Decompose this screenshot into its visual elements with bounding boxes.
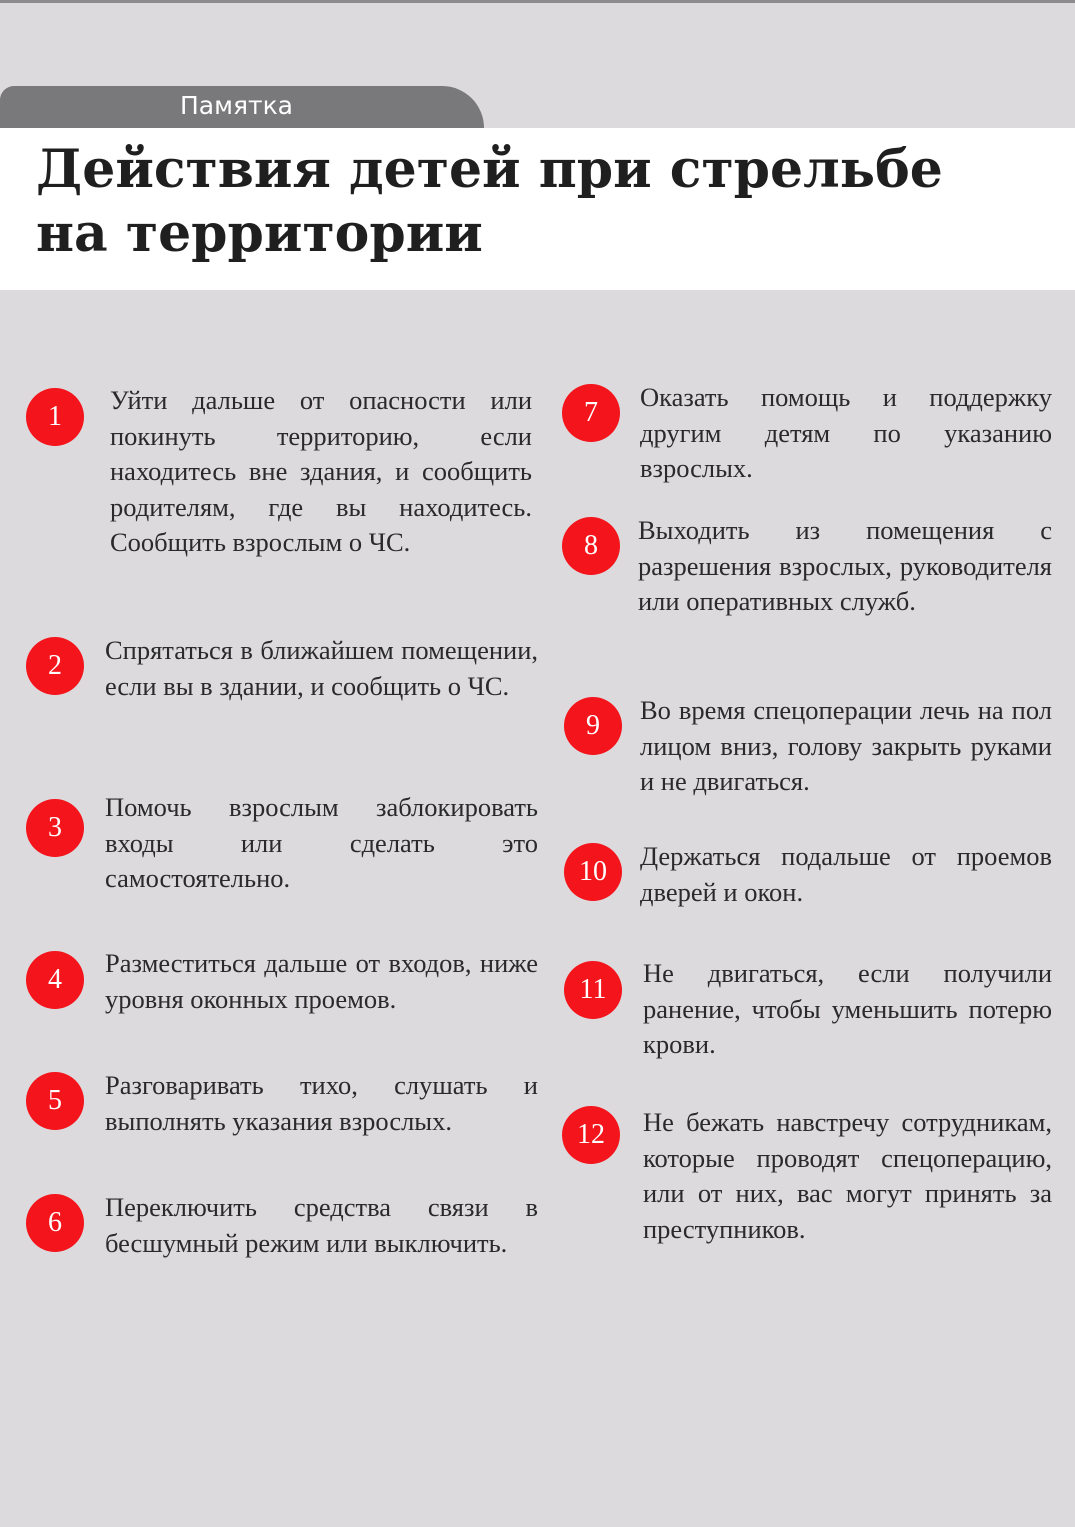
title-line-1: Действия детей при стрельбе [36, 139, 943, 200]
step-number-badge: 12 [562, 1106, 620, 1164]
step-text: Держаться подальше от проемов дверей и окон. [640, 841, 1052, 907]
step-text: Спрятаться в ближайшем помещении, если вы в здании, и сообщить о ЧС. [105, 635, 538, 701]
step-number-badge: 3 [26, 799, 84, 857]
step-number-badge: 7 [562, 384, 620, 442]
step-number-badge: 1 [26, 388, 84, 446]
step-text: Во время спецоперации лечь на пол лицом вниз, голову закрыть руками и не двигаться. [640, 695, 1052, 796]
step-number-badge: 2 [26, 637, 84, 695]
step-number-badge: 11 [564, 961, 622, 1019]
step-number-badge: 10 [564, 843, 622, 901]
top-divider [0, 0, 1075, 3]
step-number-badge: 9 [564, 697, 622, 755]
step-number-badge: 8 [562, 517, 620, 575]
step-text: Уйти дальше от опасности или покинуть территорию, если находитесь вне здания, и сообщить родителям, где вы находитесь. Сообщить взрослым о ЧС. [110, 385, 532, 557]
step-number-badge: 5 [26, 1072, 84, 1130]
step-text: Разместиться дальше от входов, ниже уровня оконных проемов. [105, 948, 538, 1014]
step-text: Помочь взрослым заблокировать входы или сделать это самостоятельно. [105, 792, 538, 893]
title-line-2: на территории [36, 203, 483, 264]
memo-tag: Памятка [0, 86, 484, 130]
step-text: Выходить из помещения с разрешения взрослых, руководителя или оперативных служб. [638, 515, 1052, 616]
step-text: Разговаривать тихо, слушать и выполнять указания взрослых. [105, 1070, 538, 1136]
step-text: Не двигаться, если получили ранение, чтобы уменьшить потерю крови. [643, 958, 1052, 1059]
step-number-badge: 4 [26, 951, 84, 1009]
step-text: Оказать помощь и поддержку другим детям по указанию взрослых. [640, 382, 1052, 483]
step-text: Не бежать навстречу сотрудникам, которые проводят спецоперацию, или от них, вас могут принять за преступников. [643, 1107, 1052, 1244]
step-number-badge: 6 [26, 1194, 84, 1252]
step-text: Переключить средства связи в бесшумный режим или выключить. [105, 1192, 538, 1258]
page-title [36, 138, 1056, 266]
